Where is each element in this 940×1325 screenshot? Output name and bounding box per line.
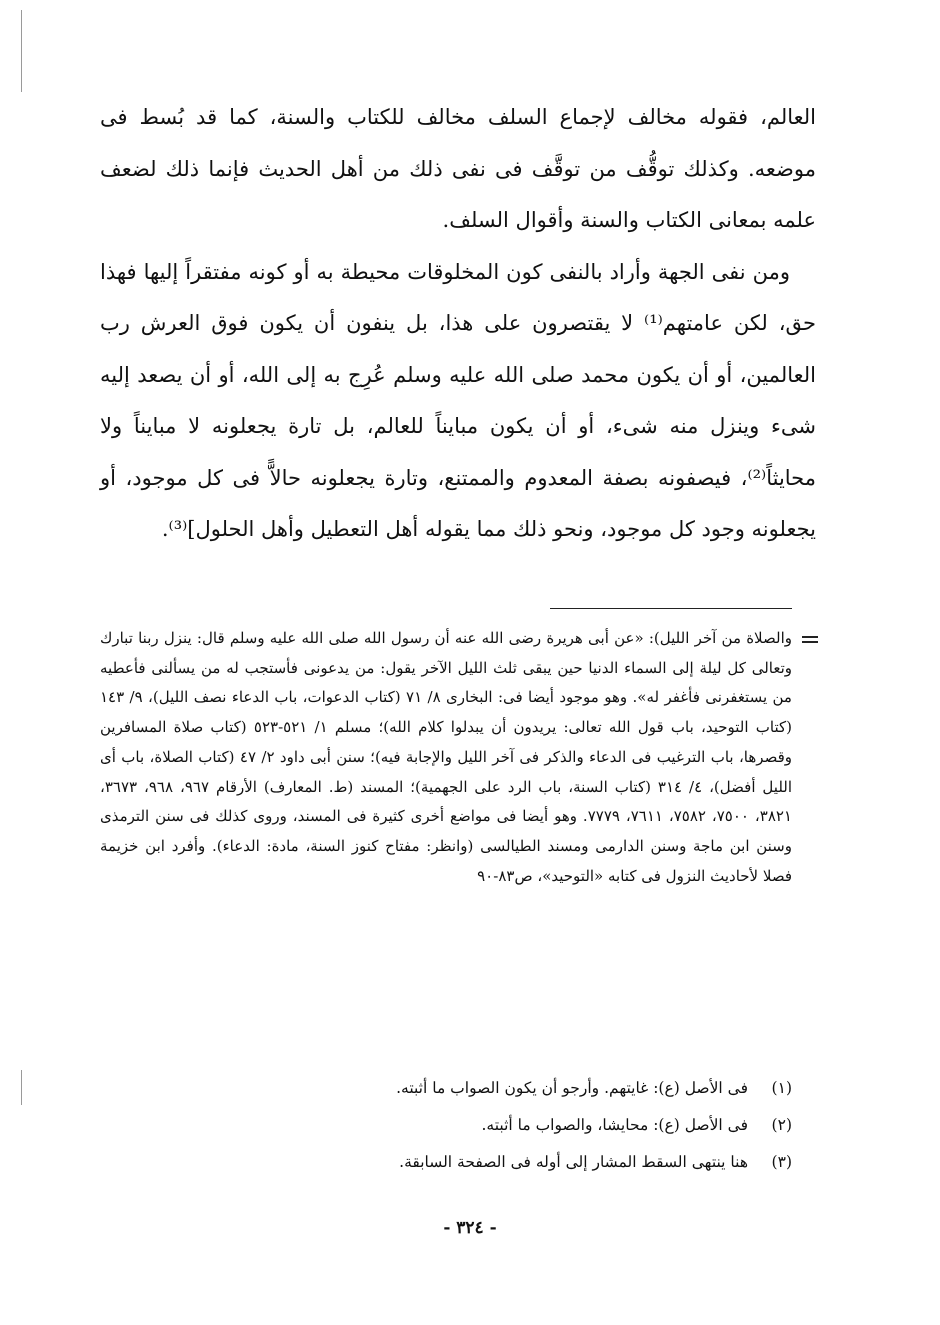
footnote-continuation-text: والصلاة من آخر الليل): «عن أبى هريرة رضى الله عنه أن رسول الله صلى الله عليه وسلم قال: ينزل ربنا تبارك وتعالى كل ليلة إلى السماء الدنيا حين يبقى ثلث الليل الآخر يقول: من يدعونى فأستجب له من يسألنى فأعطيه من يستغفرنى فأغفر له». وهو موجود أيضا فى: البخارى ٨/ ٧١ (كتاب الدعوات، باب الدعاء نصف الليل)، ٩/ ١٤٣ (كتاب التوحيد، باب قول الله تعالى: يريدون أن يبدلوا كلام الله)؛ مسلم ١/ ٥٢١-٥٢٣ (كتاب صلاة المسافرين وقصرها، باب الترغيب فى الدعاء والذكر فى آخر الليل والإجابة فيه)؛ سنن أبى داود ٢/ ٤٧ (كتاب الصلاة، باب أى الليل أفضل)، ٤/ ٣١٤ (كتاب السنة، باب الرد على الجهمية)؛ المسند (ط. المعارف) الأرقام ٩٦٧، ٩٦٨، ٣٦٧٣، ٣٨٢١، ٧٥٠٠، ٧٥٨٢، ٧٦١١، ٧٧٧٩. وهو أيضا فى مواضع أخرى كثيرة فى المسند، وروى كذلك فى سنن الترمذى وسنن ابن ماجة وسنن الدارمى ومسند الطيالسى (وانظر: مفتاح كنوز السنة، مادة: الدعاء). وأفرد ابن خزيمة فصلا لأحاديث النزول فى كتابه «التوحيد»، ص٨٣-٩٠ bbox=[100, 629, 793, 885]
main-text bbox=[100, 92, 816, 556]
footnote-text: فى الأصل (ع): محايشا، والصواب ما أثبته. bbox=[481, 1116, 748, 1134]
main-paragraph-2: ومن نفى الجهة وأراد بالنفى كون المخلوقات محيطة به أو كونه مفتقراً إليها فهذا حق، لكن عامتهم⁽¹⁾ لا يقتصرون على هذا، بل ينفون أن يكون فوق العرش رب العالمين، أو أن يكون محمد صلى الله عليه وسلم عُرِج به إلى الله، أو أن يصعد إليه شىء وينزل منه شىء، أو أن يكون مبايناً للعالم، بل تارة يجعلونه لا مبايناً ولا محايثاً⁽²⁾، فيصفونه بصفة المعدوم والممتنع، وتارة يجعلونه حالاًّ فى كل موجود، أو يجعلونه وجود كل موجود، ونحو ذلك مما يقوله أهل التعطيل وأهل الحلول]⁽³⁾. bbox=[100, 259, 816, 541]
scan-edge-mark-top bbox=[21, 10, 22, 92]
page-number: - ٣٢٤ - bbox=[443, 1218, 497, 1238]
footnote-number: (٣) bbox=[771, 1153, 792, 1171]
footnote-text: فى الأصل (ع): غايتهم. وأرجو أن يكون الصواب ما أثبته. bbox=[396, 1079, 748, 1097]
footnote-number: (١) bbox=[771, 1079, 792, 1097]
footnote-separator-rule bbox=[550, 608, 792, 609]
footnote-number: (٢) bbox=[771, 1116, 792, 1134]
main-paragraph-1: العالم، فقوله مخالف لإجماع السلف مخالف للكتاب والسنة، كما قد بُسط فى موضعه. وكذلك توقُّف من توقَّف فى نفى ذلك من أهل الحديث فإنما ذلك لضعف علمه بمعانى الكتاب والسنة وأقوال السلف. bbox=[100, 105, 816, 232]
scan-edge-mark-bottom bbox=[21, 1070, 22, 1105]
footnote-text: هنا ينتهى السقط المشار إلى أوله فى الصفحة السابقة. bbox=[399, 1153, 748, 1171]
footnote-2 bbox=[100, 1107, 792, 1144]
footnote-continuation-marker bbox=[802, 636, 818, 643]
footnotes-list bbox=[100, 1070, 792, 1181]
footnote-1 bbox=[100, 1070, 792, 1107]
footnote-3 bbox=[100, 1144, 792, 1181]
